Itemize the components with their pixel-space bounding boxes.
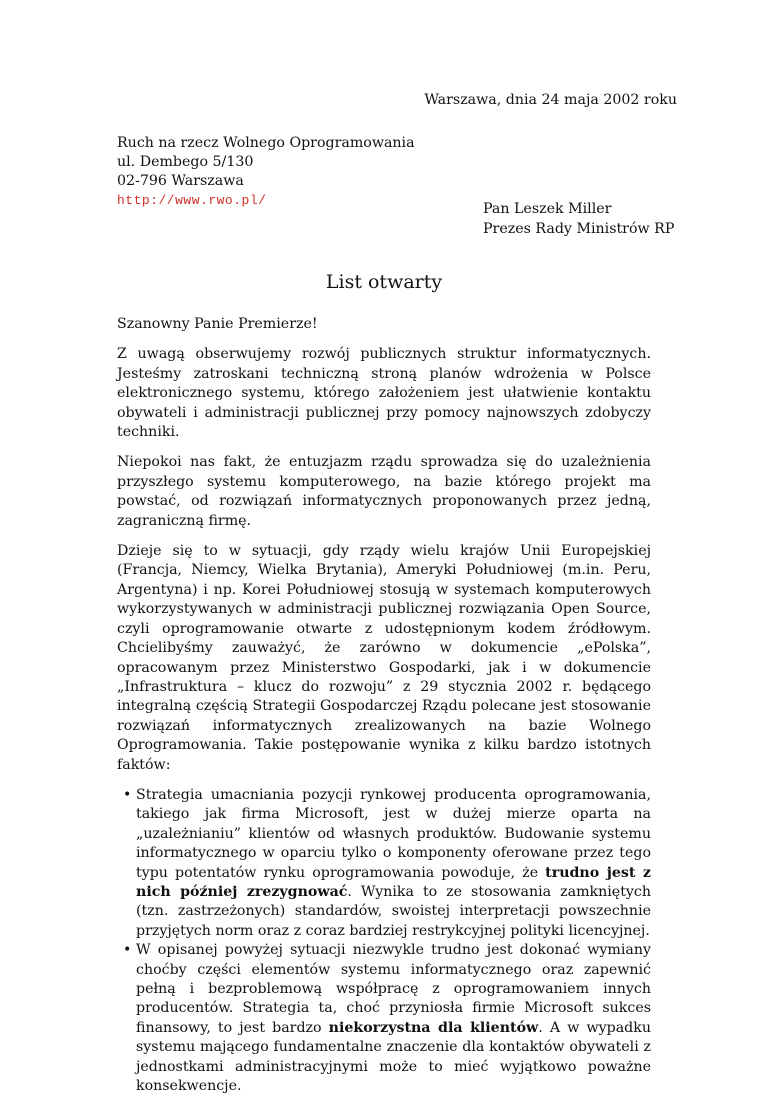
letter-body (117, 315, 651, 1096)
list-item (123, 941, 651, 1096)
sender-url-link[interactable]: http://www.rwo.pl/ (117, 193, 267, 208)
bullet-2-bold: niekorzystna dla klientów (328, 1019, 539, 1036)
facts-list (117, 786, 651, 1096)
bullet-icon: • (123, 942, 132, 959)
paragraph-3: Dzieje się to w sytuacji, gdy rządy wielu krajów Unii Europejskiej (Francja, Niemcy, Wielka Brytania), Ameryki Południowej (m.in. Peru, Argentyna) i np. Korei Południowej stosują w systemach komputerowych wykorzystywanych w administracji publicznej rozwiązania Open Source, czyli oprogramowanie otwarte z udostępnionym kodem źródłowym. Chcielibyśmy zauważyć, że zarówno w dokumencie „ePolska”, opracowanym przez Ministerstwo Gospodarki, jak i w dokumencie „Infrastruktura – klucz do rozwoju” z 29 stycznia 2002 r. będącego integralną częścią Strategii Gospodarczej Rządu polecane jest stosowanie rozwiązań informatycznych zrealizowanych na bazie Wolnego Oprogramowania. Takie postępowanie wynika z kilku bardzo istotnych faktów: (117, 543, 651, 773)
recipient-address (483, 200, 674, 239)
sender-city: 02-796 Warszawa (117, 173, 244, 189)
salutation: Szanowny Panie Premierze! (117, 316, 318, 332)
bullet-1-bold: trudno jest z nich później zrezygnować (136, 864, 651, 900)
sender-street: ul. Dembego 5/130 (117, 154, 254, 170)
bullet-1-text: Strategia umacniania pozycji rynkowej producenta oprogramowania, takiego jak firma Microsoft, jest w dużej mierze oparta na „uzależnianiu” klientów od własnych produktów. Budowanie systemu informatycznego w oparciu tylko o komponenty oferowane przez tego typu potentatów rynku oprogramowania powoduje, że (136, 786, 651, 881)
recipient-title: Prezes Rady Ministrów RP (483, 220, 675, 237)
bullet-1-text-end: . Wynika to ze stosowania zamkniętych (tzn. zastrzeżonych) standardów, swoistej interpretacji powszechnie przyjętych norm oraz z coraz bardziej restrykcyjnej polityki licencyjnej. (136, 883, 651, 939)
date-line: Warszawa, dnia 24 maja 2002 roku (424, 92, 677, 108)
sender-name: Ruch na rzecz Wolnego Oprogramowania (117, 135, 415, 151)
recipient-name: Pan Leszek Miller (483, 201, 612, 217)
letter-title: List otwarty (325, 271, 443, 293)
paragraph-2: Niepokoi nas fakt, że entuzjazm rządu sprowadza się do uzależnienia przyszłego systemu komputerowego, na bazie którego projekt ma powstać, od rozwiązań informatycznych proponowanych przez jedną, zagraniczną firmę. (117, 454, 651, 529)
list-item (123, 786, 651, 941)
sender-address (117, 134, 415, 210)
bullet-2-text: W opisanej powyżej sytuacji niezwykle trudno jest dokonać wymiany choćby części elementów systemu informatycznego oraz zapewnić pełną i bezproblemową współpracę z oprogramowaniem innych producentów. Strategia ta, choć przyniosła firmie Microsoft sukces finansowy, to jest bardzo (136, 942, 651, 1036)
bullet-icon: • (123, 786, 132, 803)
paragraph-1: Z uwagą obserwujemy rozwój publicznych struktur informatycznych. Jesteśmy zatroskani techniczną stroną planów wdrożenia w Polsce elektronicznego systemu, którego założeniem jest ułatwienie kontaktu obywateli i administracji publicznej przy pomocy najnowszych zdobyczy techniki. (117, 346, 651, 441)
bullet-2-text-end: . A w wypadku systemu mającego fundamentalne znaczenie dla kontaktów obywateli z jednostkami administracyjnymi może to mieć wyjątkowo poważne konsekwencje. (136, 1019, 651, 1095)
